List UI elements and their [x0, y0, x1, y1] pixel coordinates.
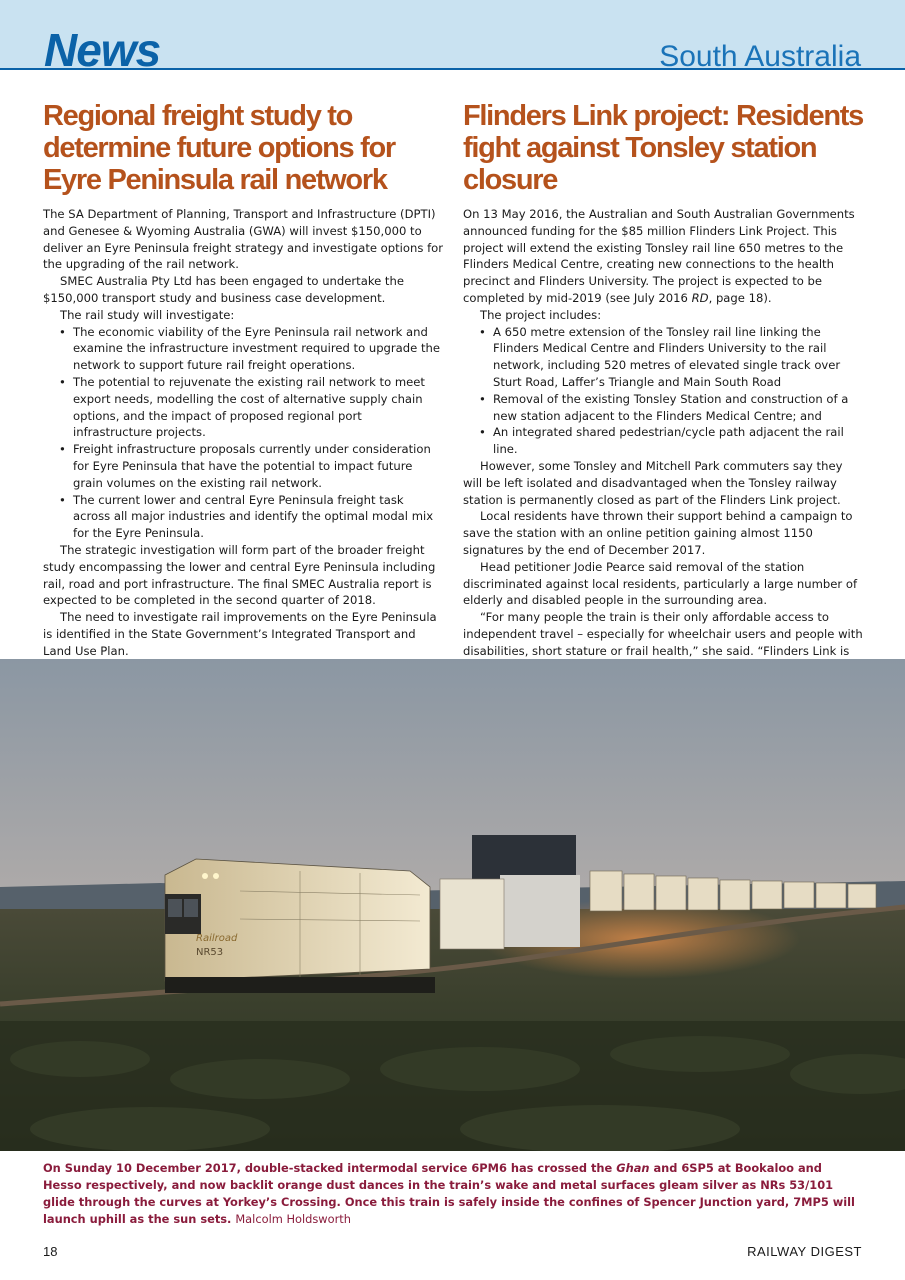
- right-article-body: [463, 206, 863, 693]
- right-paragraph-1: On 13 May 2016, the Australian and South Australian Governments announced funding for the $85 million Flinders Link Project. This project will extend the existing Tonsley rail line 650 metres to the Flinders Medical Centre, creating new connections to the health precinct and Flinders University. The project is expected to be completed by mid-2019 (see July 2016 RD, page 18).: [463, 207, 855, 305]
- page-number: 18: [43, 1244, 58, 1259]
- left-paragraph-3: The rail study will investigate:: [60, 307, 235, 322]
- list-item: • The current lower and central Eyre Peninsula freight task across all major industries and identify the optimal modal mix for the Eyre Peninsula.: [59, 492, 434, 541]
- bullet-icon: •: [59, 492, 66, 507]
- bullet-icon: •: [479, 391, 486, 406]
- left-article: [43, 100, 444, 660]
- bullet-icon: •: [479, 425, 486, 440]
- list-item: • The potential to rejuvenate the existing rail network to meet export needs, modelling the cost of alternative supply chain options, and the impact of proposed regional port infrastructure projects.: [59, 374, 425, 440]
- right-paragraph-3: However, some Tonsley and Mitchell Park commuters say they will be left isolated and disadvantaged when the Tonsley railway station is permanently closed as part of the Flinders Link project.: [463, 458, 843, 507]
- left-headline: Regional freight study to determine future options for Eyre Peninsula rail network: [43, 100, 395, 196]
- locomotive-number-text: NR53: [196, 947, 224, 958]
- region-label: South Australia: [659, 40, 861, 73]
- right-paragraph-2: The project includes:: [480, 307, 602, 322]
- right-paragraph-4: Local residents have thrown their support behind a campaign to save the station with an online petition gaining almost 1150 signatures by the end of December 2017.: [463, 509, 853, 557]
- bullet-icon: •: [479, 324, 486, 339]
- left-paragraph-1: The SA Department of Planning, Transport and Infrastructure (DPTI) and Genesee & Wyoming Australia (GWA) will invest $150,000 to deliver an Eyre Peninsula freight strategy and investigate options for the upgrading of the rail network.: [43, 207, 444, 272]
- list-item: • The economic viability of the Eyre Peninsula rail network and examine the infrastructure investment required to upgrade the network to support future rail freight operations.: [59, 324, 440, 373]
- locomotive-brand-text: Railroad: [196, 933, 238, 944]
- bullet-icon: •: [59, 324, 66, 339]
- left-paragraph-5: The need to investigate rail improvements on the Eyre Peninsula is identified in the State Government’s Integrated Transport and Land Use Plan.: [43, 610, 437, 658]
- train-photo: [0, 659, 905, 1151]
- right-paragraph-5: Head petitioner Jodie Pearce said removal of the station discriminated against local residents, particularly a large number of elderly and disabled people in the surrounding area.: [463, 559, 858, 608]
- left-article-body: [43, 206, 444, 660]
- left-paragraph-4: The strategic investigation will form part of the broader freight study encompassing the lower and central Eyre Peninsula including rail, road and port infrastructure. The final SMEC Australia report is expected to be completed in the second quarter of 2018.: [43, 542, 436, 608]
- photo-caption: On Sunday 10 December 2017, double-stacked intermodal service 6PM6 has crossed the Ghan and 6SP5 at Bookaloo and Hesso respectively, and now backlit orange dust dances in the train’s wake and metal surfaces gleam silver as NRs 53/101 glide through the curves at Yorkey’s Crossing. Once this train is safely inside the confines of Spencer Junction yard, 7MP5 will launch uphill as the sun sets. Malcolm Holdsworth: [43, 1161, 855, 1226]
- left-paragraph-2: SMEC Australia Pty Ltd has been engaged to undertake the $150,000 transport study and business case development.: [43, 274, 404, 305]
- list-item: • A 650 metre extension of the Tonsley rail line linking the Flinders Medical Centre and Flinders University to the rail network, including 520 metres of elevated single track over Sturt Road, Laffer’s Triangle and Main South Road: [479, 324, 841, 389]
- magazine-name: RAILWAY DIGEST: [747, 1244, 862, 1259]
- bullet-icon: •: [59, 374, 66, 389]
- right-article: [463, 100, 863, 693]
- right-headline: Flinders Link project: Residents fight against Tonsley station closure: [463, 100, 863, 196]
- photo-credit: Malcolm Holdsworth: [235, 1212, 351, 1226]
- list-item: • An integrated shared pedestrian/cycle path adjacent the rail line.: [479, 425, 844, 457]
- section-title: News: [44, 24, 161, 76]
- left-bullet-list: [43, 324, 444, 542]
- train-photo-illustration: [0, 659, 905, 1151]
- bullet-icon: •: [59, 442, 66, 457]
- list-item: • Removal of the existing Tonsley Station and construction of a new station adjacent to the Flinders Medical Centre; and: [479, 391, 849, 423]
- list-item: • Freight infrastructure proposals currently under consideration for Eyre Peninsula that have the potential to impact future grain volumes on the existing rail network.: [59, 442, 431, 490]
- right-paragraph-6: “For many people the train is their only affordable access to independent travel – especially for wheelchair users and people with disabilities, short stature or frail health,” she said. “Flinders Link is: [463, 610, 863, 658]
- right-bullet-list: [463, 324, 863, 458]
